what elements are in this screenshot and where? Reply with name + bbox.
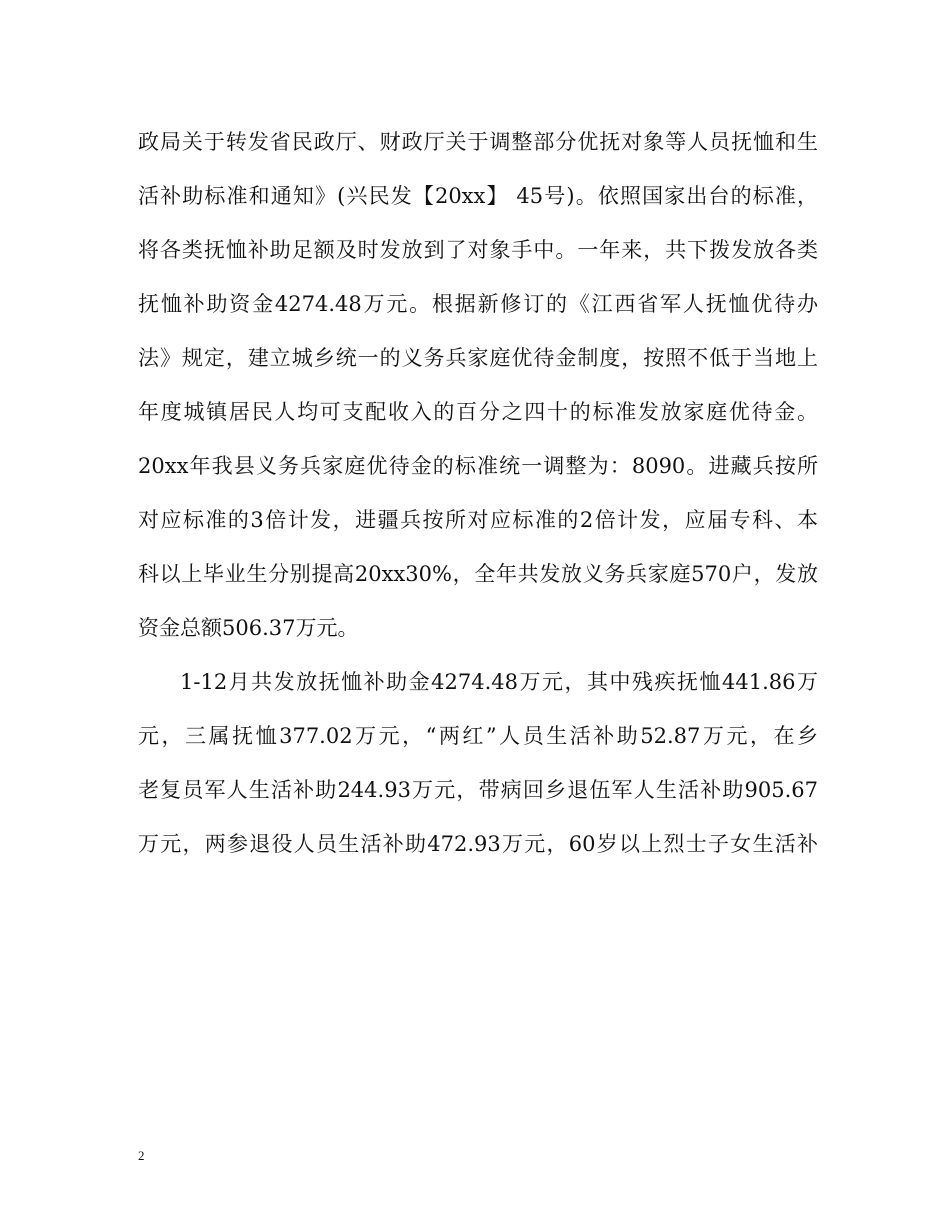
page-number: 2 [138, 1148, 145, 1163]
text-line: 年度城镇居民人均可支配收入的百分之四十的标准发放家庭优待金。 [138, 400, 818, 424]
text-line: 20xx年我县义务兵家庭优待金的标准统一调整为：8090。进藏兵按所 [138, 454, 818, 478]
text-line: 科以上毕业生分别提高20xx30%，全年共发放义务兵家庭570户，发放 [138, 562, 818, 586]
text-line: 元，三属抚恤377.02万元，“两红”人员生活补助52.87万元，在乡 [138, 724, 818, 748]
text-line: 对应标准的3倍计发，进疆兵按所对应标准的2倍计发，应届专科、本 [138, 508, 818, 532]
text-line: 1-12月共发放抚恤补助金4274.48万元，其中残疾抚恤441.86万 [180, 670, 818, 694]
text-line: 法》规定，建立城乡统一的义务兵家庭优待金制度，按照不低于当地上 [138, 346, 818, 370]
text-line: 资金总额506.37万元。 [138, 616, 359, 640]
text-line: 万元，两参退役人员生活补助472.93万元，60岁以上烈士子女生活补 [138, 832, 818, 856]
text-line: 将各类抚恤补助足额及时发放到了对象手中。一年来，共下拨发放各类 [138, 238, 818, 262]
text-line: 活补助标准和通知》(兴民发【20xx】 45号)。依照国家出台的标准， [138, 184, 818, 208]
text-line: 政局关于转发省民政厅、财政厅关于调整部分优抚对象等人员抚恤和生 [138, 130, 818, 154]
body-text [138, 122, 818, 878]
text-line: 抚恤补助资金4274.48万元。根据新修订的《江西省军人抚恤优待办 [138, 292, 818, 316]
text-line: 老复员军人生活补助244.93万元，带病回乡退伍军人生活补助905.67 [138, 778, 818, 802]
